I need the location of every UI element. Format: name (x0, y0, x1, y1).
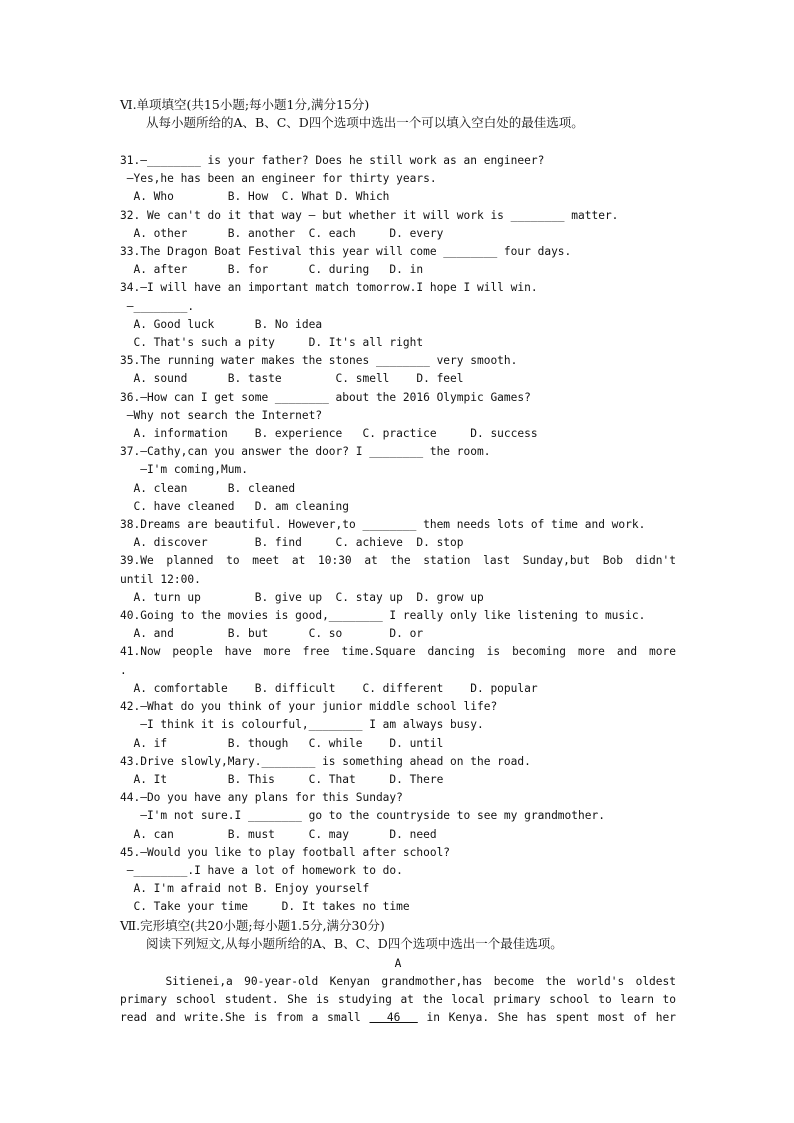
q45-options-1: A. I'm afraid not B. Enjoy yourself (120, 882, 370, 896)
q40-options: A. and B. but C. so D. or (120, 627, 424, 641)
q43-options: A. It B. This C. That D. There (120, 772, 444, 786)
q37-stem: 37.—Cathy,can you answer the door? I ________ the room. (120, 445, 491, 459)
exam-content (120, 96, 676, 1027)
passage-line-2: primary school student. She is studying at the local primary school to learn to (120, 992, 676, 1006)
section-6-instruction: 从每小题所给的A、B、C、D四个选项中选出一个可以填入空白处的最佳选项。 (146, 115, 584, 130)
q42-stem: 42.—What do you think of your junior middle school life? (120, 700, 498, 714)
q33-options: A. after B. for C. during D. in (120, 263, 424, 277)
q38-stem: 38.Dreams are beautiful. However,to ________ them needs lots of time and work. (120, 518, 646, 532)
q31-line2: —Yes,he has been an engineer for thirty years. (120, 172, 437, 186)
section-6-title: Ⅵ.单项填空(共15小题;每小题1分,满分15分) (120, 97, 370, 112)
q37-options-1: A. clean B. cleaned (120, 481, 296, 495)
q42-options: A. if B. though C. while D. until (120, 736, 444, 750)
q43-stem: 43.Drive slowly,Mary.________ is something ahead on the road. (120, 754, 531, 768)
q35-options: A. sound B. taste C. smell D. feel (120, 372, 464, 386)
q44-line2: —I'm not sure.I ________ go to the countryside to see my grandmother. (120, 809, 605, 823)
passage-line-3-after: in Kenya. She has spent most of her (417, 1011, 676, 1025)
q41-options: A. comfortable B. difficult C. different D. popular (120, 681, 538, 695)
q32-stem: 32. We can't do it that way — but whether it will work is ________ matter. (120, 208, 619, 222)
q37-options-2: C. have cleaned D. am cleaning (120, 499, 350, 513)
q36-options: A. information B. experience C. practice D. success (120, 427, 538, 441)
q44-options: A. can B. must C. may D. need (120, 827, 437, 841)
q37-line2: —I'm coming,Mum. (120, 463, 248, 477)
q42-line2: —I think it is colourful,________ I am always busy. (120, 718, 484, 732)
q44-stem: 44.—Do you have any plans for this Sunday? (120, 791, 403, 805)
q39-options: A. turn up B. give up C. stay up D. grow up (120, 590, 484, 604)
q35-stem: 35.The running water makes the stones ________ very smooth. (120, 354, 518, 368)
q33-stem: 33.The Dragon Boat Festival this year will come ________ four days. (120, 245, 572, 259)
q34-options-1: A. Good luck B. No idea (120, 317, 323, 331)
q31-stem: 31.—________ is your father? Does he still work as an engineer? (120, 154, 545, 167)
q39-stem: 39.We planned to meet at 10:30 at the station last Sunday,but Bob didn't (120, 554, 676, 568)
blank-46[interactable]: 46 (369, 1011, 418, 1025)
q38-options: A. discover B. find C. achieve D. stop (120, 536, 464, 550)
q34-line2: —________. (120, 299, 195, 313)
q36-stem: 36.—How can I get some ________ about the 2016 Olympic Games? (120, 390, 531, 404)
passage-line-3 (120, 1009, 676, 1027)
q45-stem: 45.—Would you like to play football after school? (120, 845, 451, 859)
q40-stem: 40.Going to the movies is good,________ I really only like listening to music. (120, 609, 646, 623)
q45-line2: —________.I have a lot of homework to do. (120, 863, 403, 877)
q36-line2: —Why not search the Internet? (120, 408, 323, 422)
q32-options: A. other B. another C. each D. every (120, 226, 444, 240)
passage-line-3-before: read and write.She is from a small (120, 1011, 370, 1025)
section-7-title: Ⅶ.完形填空(共20小题;每小题1.5分,满分30分) (120, 917, 385, 933)
q41-stem-cont: . (120, 663, 127, 677)
q41-stem: 41.Now people have more free time.Square dancing is becoming more and more (120, 645, 676, 659)
q34-stem: 34.—I will have an important match tomorrow.I hope I will win. (120, 281, 538, 295)
passage-title: A (394, 956, 402, 970)
q45-options-2: C. Take your time D. It takes no time (120, 900, 410, 914)
q31-options: A. Who B. How C. What D. Which (120, 190, 390, 204)
q39-stem-cont: until 12:00. (120, 572, 201, 586)
spacer (120, 132, 676, 152)
passage-line-1: Sitienei,a 90-year-old Kenyan grandmother,has become the world's oldest (120, 974, 676, 988)
q34-options-2: C. That's such a pity D. It's all right (120, 336, 424, 350)
section-7-instruction: 阅读下列短文,从每小题所给的A、B、C、D四个选项中选出一个最佳选项。 (146, 935, 563, 951)
